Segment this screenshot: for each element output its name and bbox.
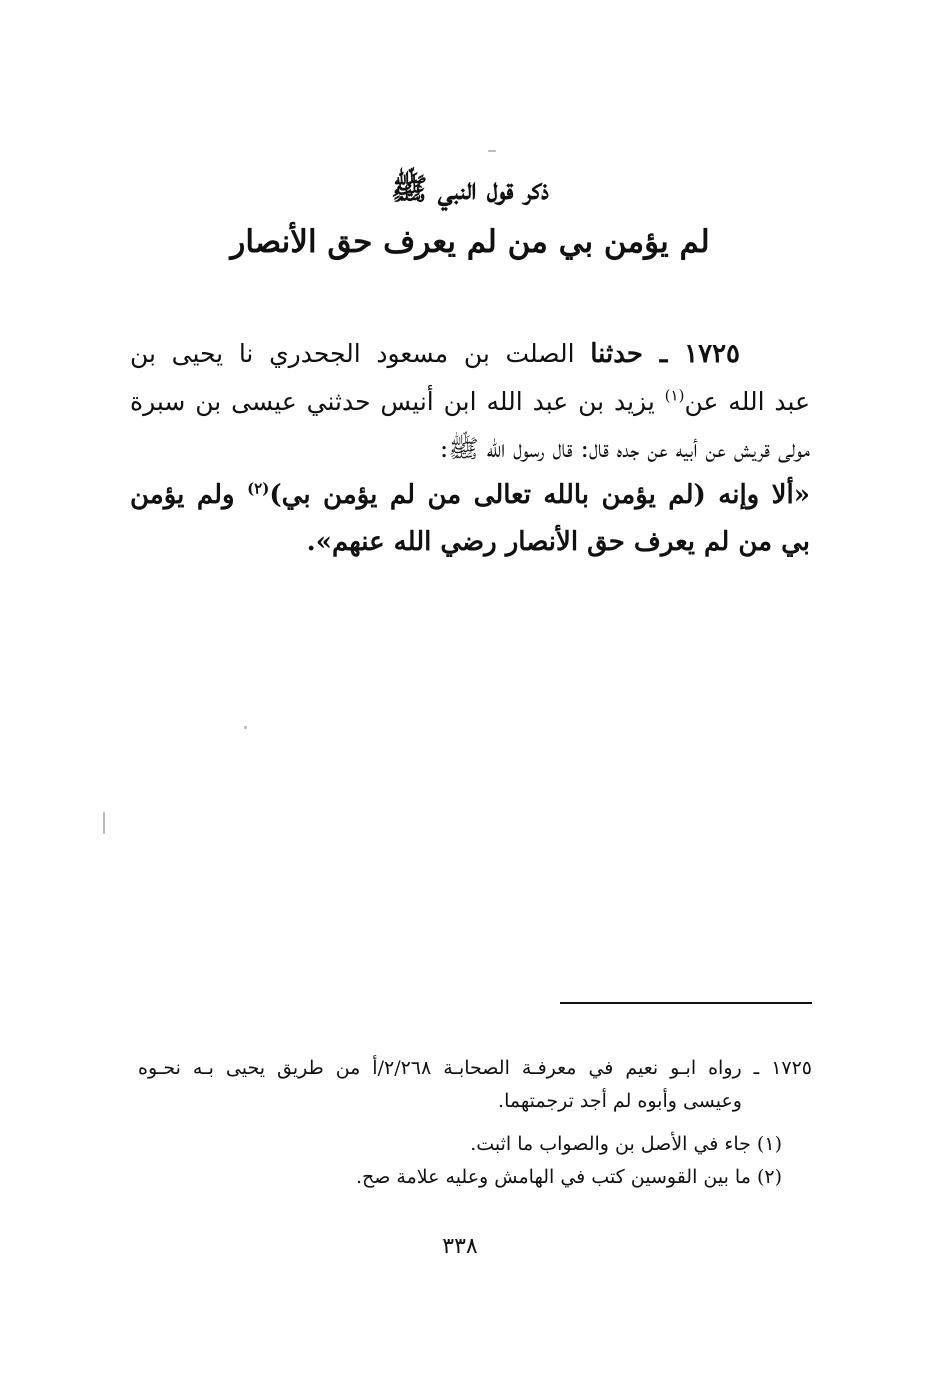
scan-speck — [244, 726, 247, 729]
scan-speck — [488, 150, 496, 152]
hadith-line-4-start: «ألا وإنه (لم يؤمن بالله تعالى من لم يؤمن بي) — [269, 480, 810, 510]
footnote-ref-1: (١) — [664, 386, 685, 405]
footnote-1: (١) جاء في الأصل بن والصواب ما اثبت. — [470, 1133, 782, 1155]
hadith-line-2-start: عبد الله عن — [684, 387, 811, 416]
footnote-ref-2: (٢) — [247, 479, 270, 498]
hadith-line-2-end: يزيد بن عبد الله ابن أنيس حدثني عيسى بن سبرة — [130, 387, 665, 416]
page-number: ٣٣٨ — [442, 1234, 478, 1259]
hadith-text — [130, 330, 810, 566]
hadith-line-3: مولى قريش عن أبيه عن جده قال: قال رسول الله ﷺ: — [439, 434, 810, 463]
hadith-number-lead: ١٧٢٥ ـ حدثنا — [590, 339, 740, 369]
hadith-line-4 — [130, 472, 810, 519]
chapter-subtitle: لم يؤمن بي من لم يعرف حق الأنصار — [230, 224, 710, 260]
footnote-source-line-2: وعيسى وأبوه لم أجد ترجمتهما. — [498, 1090, 742, 1112]
scan-speck — [103, 812, 105, 834]
hadith-line-2 — [130, 378, 810, 425]
hadith-line-4-end: ولم يؤمن — [130, 480, 248, 510]
footnotes — [138, 1052, 812, 1194]
hadith-line-1-rest: الصلت بن مسعود الجحدري نا يحيى بن — [130, 339, 591, 368]
footnote-source-line-1: ١٧٢٥ ـ رواه ابـو نعيم في معرفـة الصحابـة ٢/٢٦٨/أ من طريق يحيى بـه نحـوه — [138, 1057, 813, 1079]
footnote-divider — [560, 1002, 812, 1004]
footnote-2: (٢) ما بين القوسين كتب في الهامش وعليه علامة صح. — [355, 1166, 782, 1188]
hadith-line-5: بي من لم يعرف حق الأنصار رضي الله عنهم». — [306, 527, 810, 557]
hadith-line-1 — [130, 330, 810, 378]
chapter-title: ذكر قول النبي ﷺ — [391, 172, 549, 207]
